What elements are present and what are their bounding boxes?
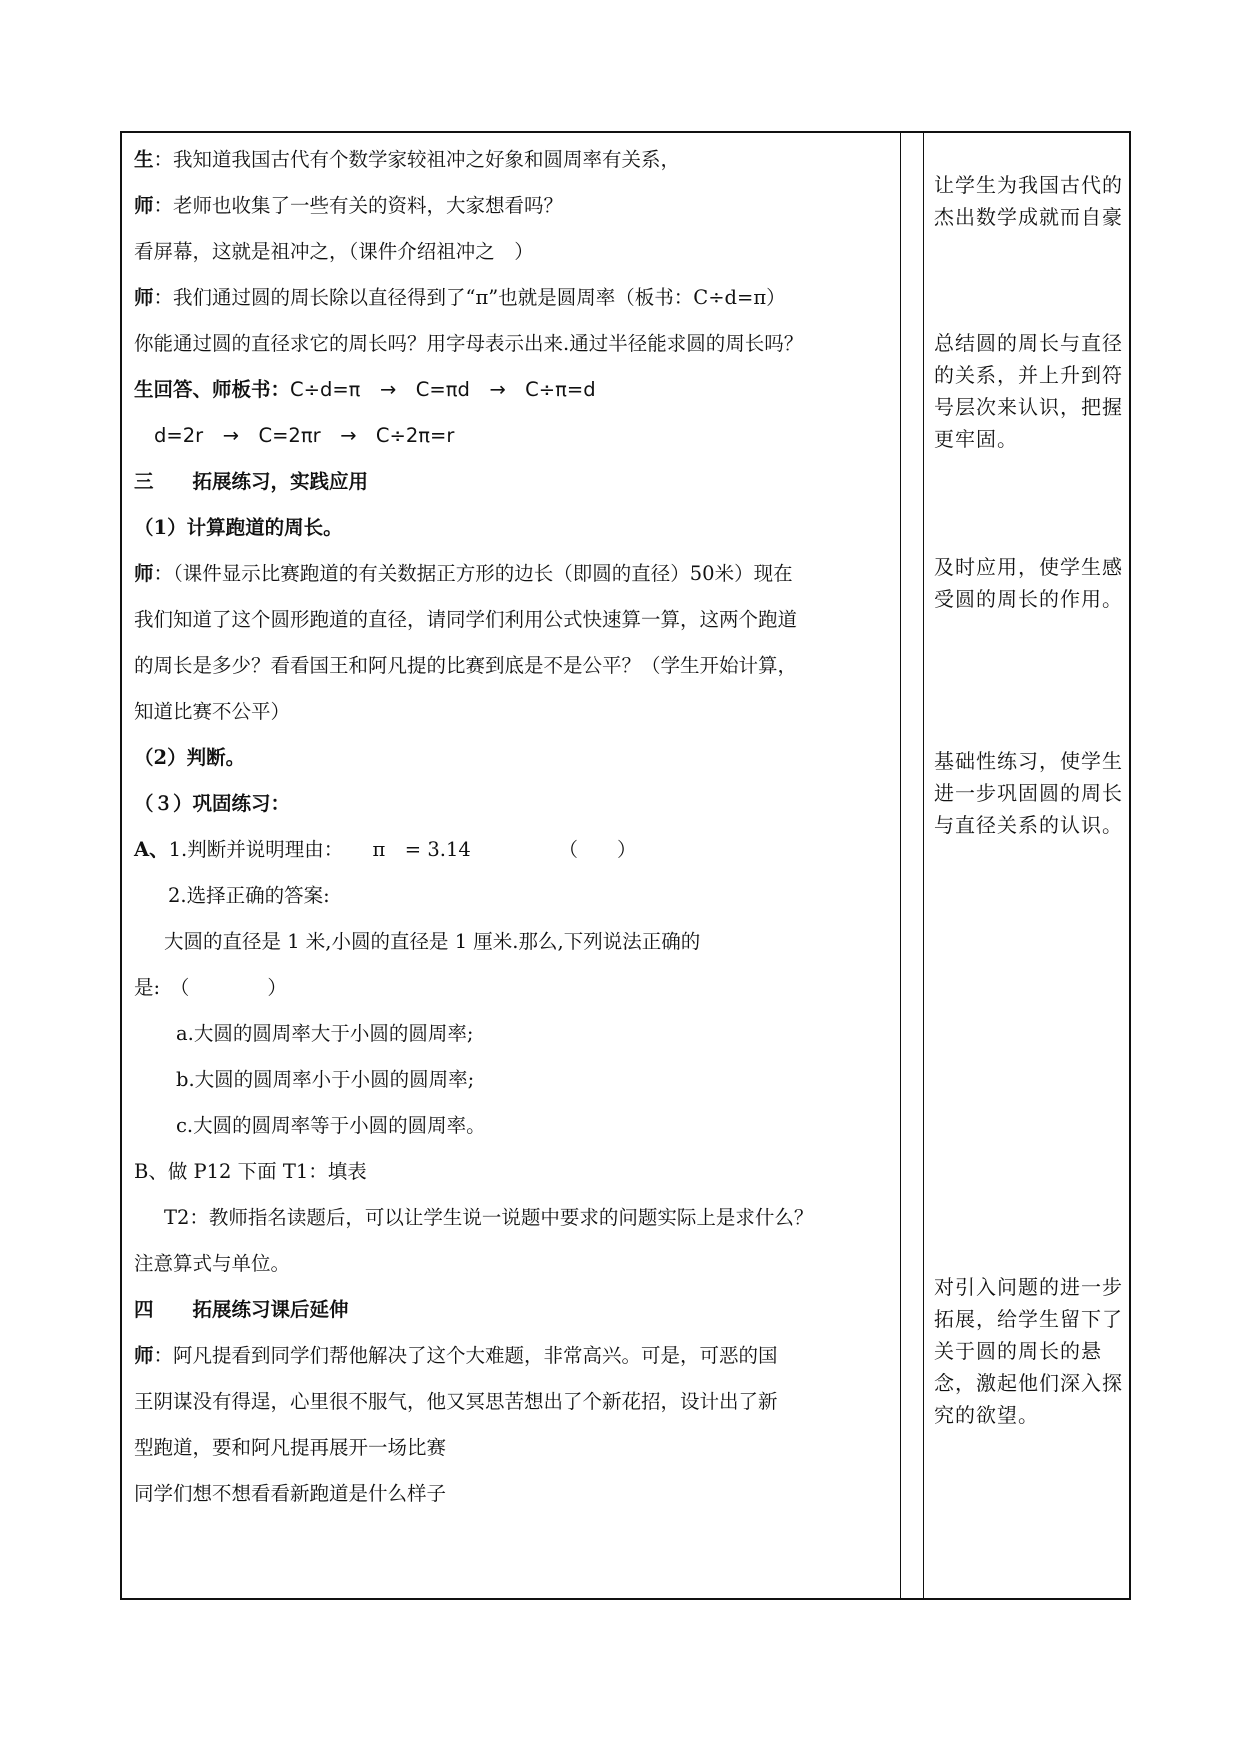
exercise-line: 2.选择正确的答案: [168,884,330,907]
text-line: 同学们想不想看看新跑道是什么样子 [134,1482,447,1505]
exercise-text: 1.判断并说明理由： π = 3.14 （ ） [168,838,637,861]
exercise-line: 是: （ ） [134,976,287,999]
formula-text: C÷d=π → C=πd → C÷π=d [290,378,596,401]
dialogue-text: ：阿凡提看到同学们帮他解决了这个大难题，非常高兴。可是，可恶的国 [153,1344,778,1367]
option-line: a.大圆的圆周率大于小圆的圆周率; [176,1022,474,1045]
speaker-label: 师 [134,562,154,585]
section-heading: 四 拓展练习课后延伸 [134,1298,349,1321]
text-line: 的周长是多少？看看国王和阿凡提的比赛到底是不是公平？（学生开始计算， [134,654,798,677]
text-line: 注意算式与单位。 [134,1252,291,1275]
dialogue-line [134,193,563,219]
text-line: 你能通过圆的直径求它的周长吗？用字母表示出来.通过半径能求圆的周长吗？ [134,332,804,355]
formula-line [134,377,596,403]
design-note: 让学生为我国古代的杰出数学成就而自豪 [934,173,1123,229]
speaker-label: 生 [134,148,154,171]
exercise-line: 大圆的直径是 1 米,小圆的直径是 1 厘米.那么,下列说法正确的 [164,930,701,953]
design-note: 对引入问题的进一步拓展，给学生留下了关于圆的周长的悬念，激起他们深入探究的欲望。 [934,1275,1123,1427]
speaker-label: 生回答、师板书： [134,378,291,401]
dialogue-line [134,1343,778,1369]
lesson-plan-table [120,131,1131,1600]
design-note: 总结圆的周长与直径的关系，并上升到符号层次来认识，把握更牢固。 [934,331,1123,451]
exercise-label: A、 [134,838,169,861]
option-line: c.大圆的圆周率等于小圆的圆周率。 [176,1114,486,1137]
subsection-heading: （３）巩固练习： [134,792,291,815]
section-heading: 三 拓展练习，实践应用 [134,470,369,493]
dialogue-line [134,285,786,311]
text-line: 我们知道了这个圆形跑道的直径，请同学们利用公式快速算一算，这两个跑道 [134,608,798,631]
dialogue-line [134,561,793,587]
formula-line: d=2r → C=2πr → C÷2π=r [154,424,455,447]
text-line: 看屏幕，这就是祖冲之，（课件介绍祖冲之 ） [134,240,534,263]
speaker-label: 师 [134,194,154,217]
exercise-line: B、做 P12 下面 T1：填表 [134,1160,367,1183]
subsection-heading: （2）判断。 [134,746,246,769]
text-line: 王阴谋没有得逞，心里很不服气，他又冥思苦想出了个新花招，设计出了新 [134,1390,778,1413]
dialogue-text: ：（课件显示比赛跑道的有关数据正方形的边长（即圆的直径）50米）现在 [153,562,793,585]
option-line: b.大圆的圆周率小于小圆的圆周率; [176,1068,475,1091]
design-note: 及时应用，使学生感受圆的周长的作用。 [934,555,1123,611]
speaker-label: 师 [134,1344,154,1367]
design-note: 基础性练习，使学生进一步巩固圆的周长与直径关系的认识。 [934,749,1123,837]
column-divider [900,133,901,1598]
exercise-line: T2：教师指名读题后，可以让学生说一说题中要求的问题实际上是求什么？ [164,1206,814,1229]
dialogue-text: ：老师也收集了一些有关的资料，大家想看吗？ [153,194,564,217]
dialogue-text: ：我知道我国古代有个数学家较祖冲之好象和圆周率有关系， [153,148,681,171]
speaker-label: 师 [134,286,154,309]
column-divider [923,133,924,1598]
exercise-line [134,837,637,863]
subsection-heading: （1）计算跑道的周长。 [134,516,343,539]
text-line: 知道比赛不公平） [134,700,291,723]
dialogue-text: ：我们通过圆的周长除以直径得到了“π”也就是圆周率（板书：C÷d=π） [153,286,786,309]
text-line: 型跑道，要和阿凡提再展开一场比赛 [134,1436,447,1459]
dialogue-line [134,147,680,173]
